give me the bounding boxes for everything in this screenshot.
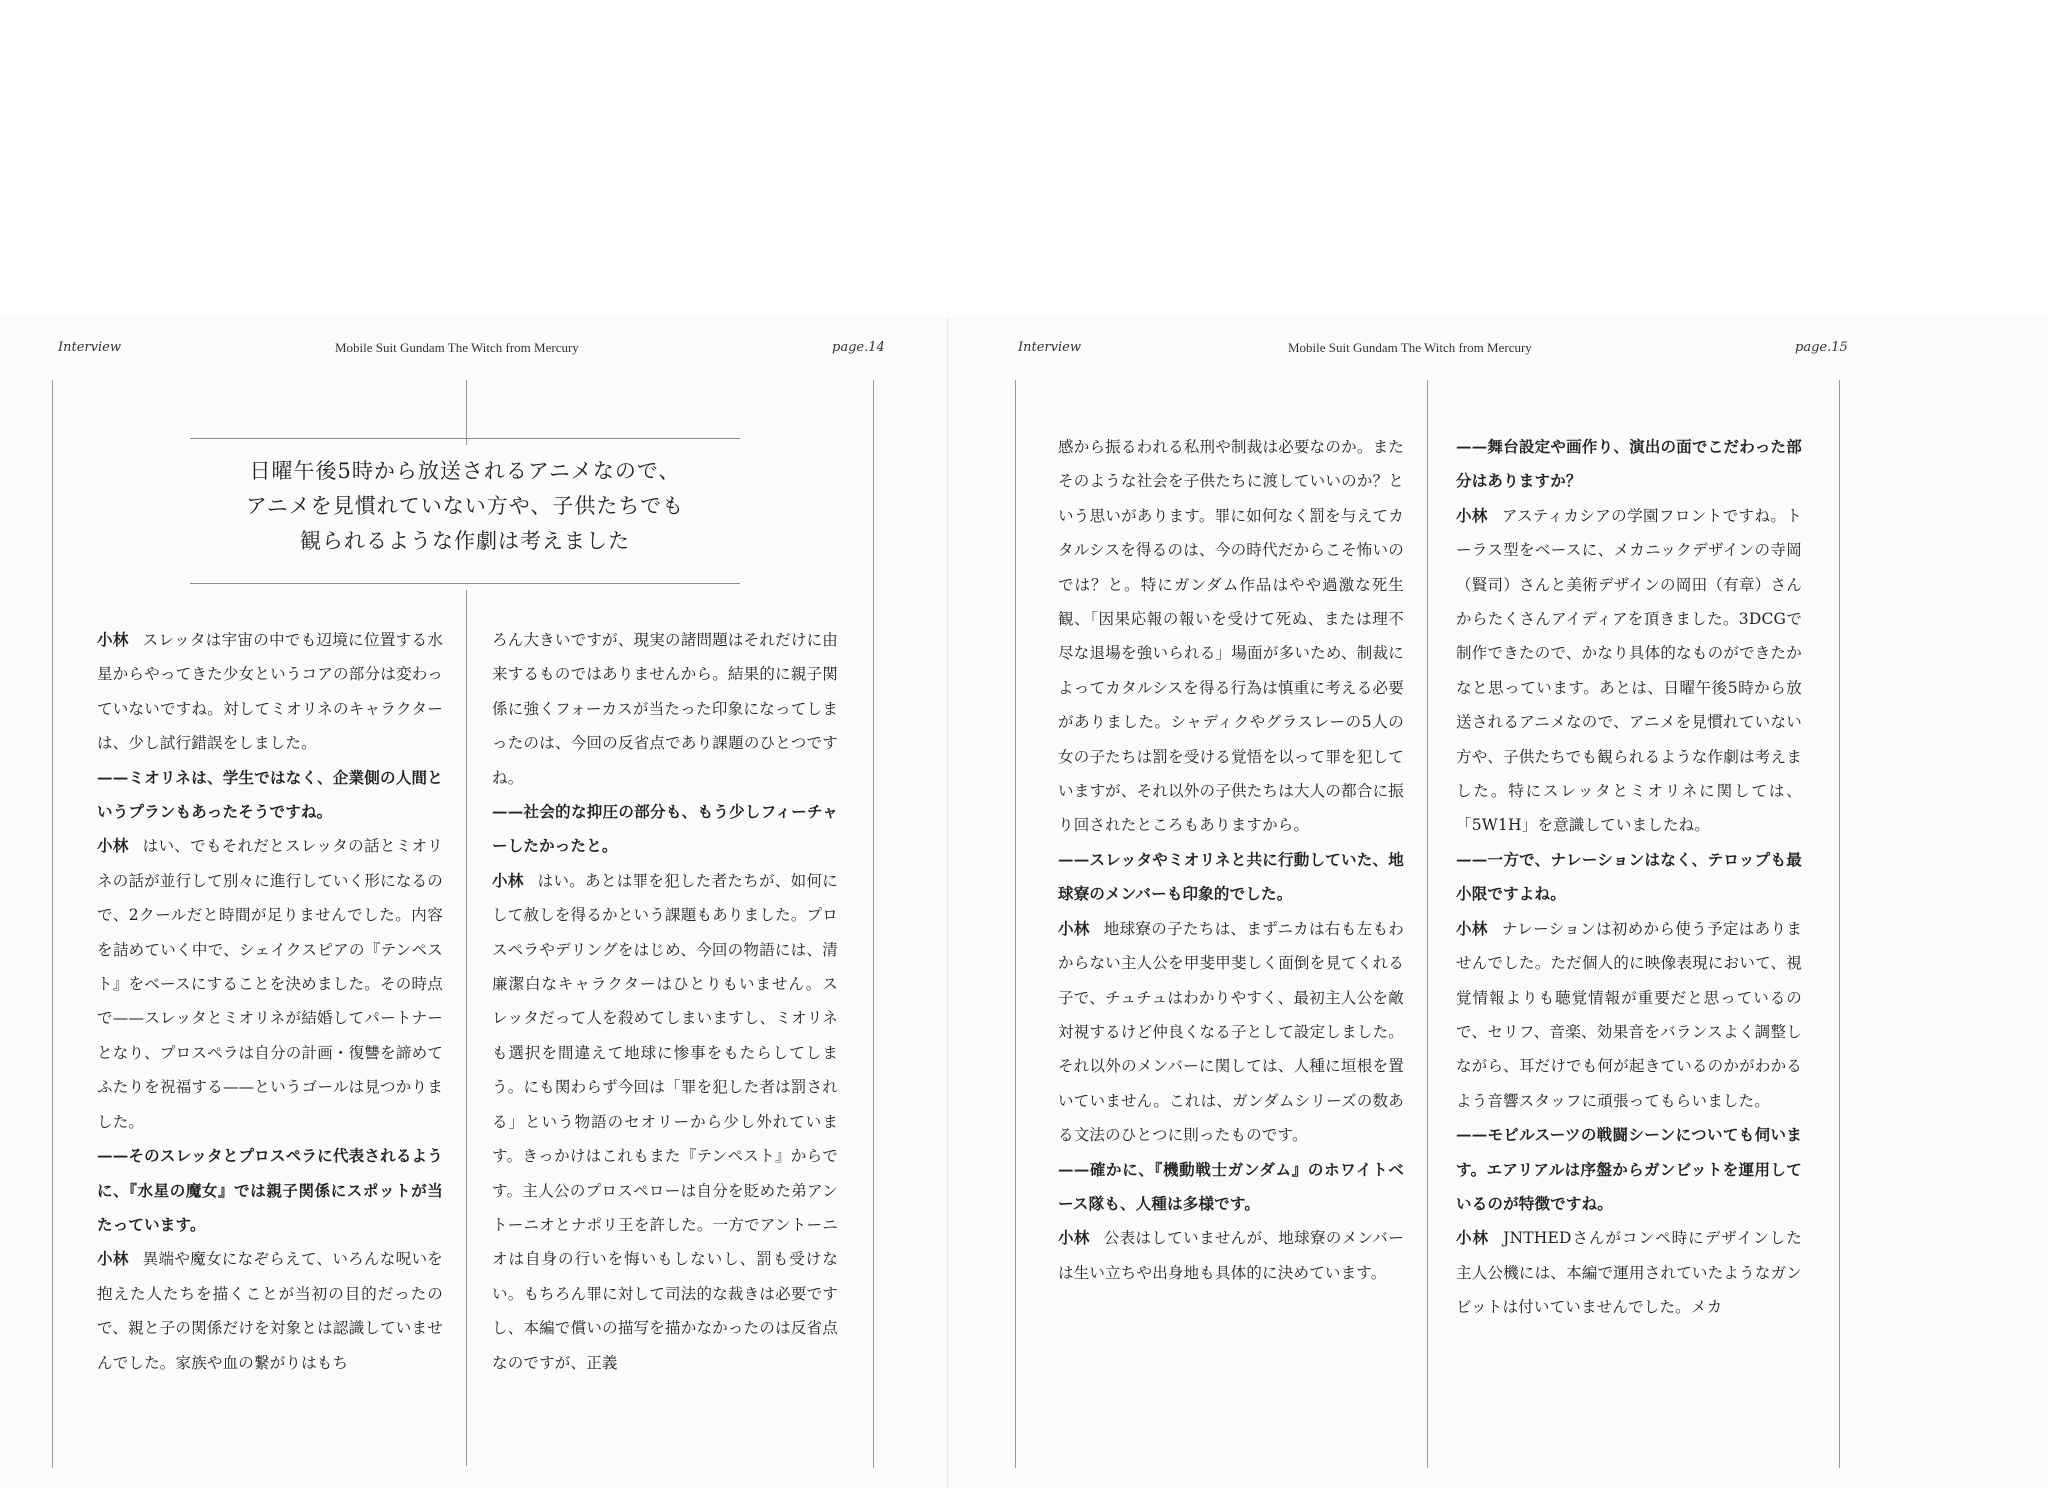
speaker-label: 小林 [1058,918,1090,938]
speaker-label: 小林 [97,630,129,649]
left-margin-rule [52,380,53,1468]
answer-paragraph [492,864,838,1380]
body-column-1 [1058,430,1404,1290]
center-rule [1427,380,1428,1468]
center-rule-bottom [466,590,467,1466]
question-paragraph: ——そのスレッタとプロスペラに代表されるように、『水星の魔女』では親子関係にスポットが当たっています。 [97,1146,443,1234]
pull-quote-line: アニメを見慣れていない方や、子供たちでも [245,494,685,518]
answer-paragraph [97,829,443,1139]
quote-rule-bottom [190,583,740,584]
speaker-label: 小林 [97,1249,129,1269]
quote-rule-top [190,438,740,439]
answer-text: 公表はしていませんが、地球寮のメンバーは生い立ちや出身地も具体的に決めています。 [1058,1229,1405,1282]
continued-paragraph: ろん大きいですが、現実の諸問題はそれだけに由来するものではありませんから。結果的に親子関係に強くフォーカスが当たった印象になってしまったのは、今回の反省点であり課題のひとつですね。 [492,631,838,787]
answer-paragraph [97,623,443,761]
speaker-label: 小林 [1058,1228,1090,1248]
pull-quote [190,454,740,559]
question-paragraph: ——ミオリネは、学生ではなく、企業側の人間というプランもあったそうですね。 [97,767,443,822]
question-paragraph: ——スレッタやミオリネと共に行動していた、地球寮のメンバーも印象的でした。 [1058,849,1404,904]
continued-paragraph: 感から振るわれる私刑や制裁は必要なのか。またそのような社会を子供たちに渡していいのか？という思いがあります。罪に如何なく罰を与えてカタルシスを得るのは、今の時代だからこそ怖いのでは？と。特にガンダム作品はやや過激な死生観、「因果応報の報いを受けて死ぬ、または理不尽な退場を強いられる」場面が多いため、制裁によってカタルシスを得る行為は慎重に考える必要がありました。シャディクやグラスレーの5人の女の子たちは罰を受ける覚悟を以って罪を犯していますが、それ以外の子供たちは大人の都合に振り回されたところもありますから。 [1058,438,1404,835]
header-title: Mobile Suit Gundam The Witch from Mercury [1288,340,1532,355]
answer-text: ナレーションは初めから使う予定はありませんでした。ただ個人的に映像表現において、視覚情報よりも聴覚情報が重要だと思っているので、セリフ、音楽、効果音をバランスよく調整しながら、耳だけでも何が起きているのかがわかるよう音響スタッフに頑張ってもらいました。 [1456,919,1803,1110]
speaker-label: 小林 [1456,505,1488,525]
pull-quote-line: 観られるような作劇は考えました [300,529,630,553]
left-page [0,318,948,1488]
header-page-number: page.15 [1795,340,1848,355]
speaker-label: 小林 [492,870,524,890]
answer-text: スレッタは宇宙の中でも辺境に位置する水星からやってきた少女というコアの部分は変わっていないですね。対してミオリネのキャラクターは、少し試行錯誤をしました。 [97,631,443,753]
body-column-2 [1456,430,1802,1325]
answer-paragraph [1058,912,1404,1153]
answer-text: 異端や魔女になぞらえて、いろんな呪いを抱えた人たちを描くことが当初の目的だったので、親と子の関係だけを対象とは認識していませんでした。家族や血の繋がりはもち [97,1250,443,1372]
header-page-number: page.14 [832,340,885,355]
speaker-label: 小林 [1456,1228,1490,1248]
body-column-2 [492,623,838,1380]
question-paragraph: ——舞台設定や画作り、演出の面でこだわった部分はありますか？ [1456,437,1802,491]
answer-paragraph [1456,912,1802,1118]
answer-text: アスティカシアの学園フロントですね。トーラス型をベースに、メカニックデザインの寺岡（賢司）さんと美術デザインの岡田（有章）さんからたくさんアイディアを頂きました。3DCGで制作できたので、かなり具体的なものができたかなと思っています。あとは、日曜午後5時から放送されるアニメなので、アニメを見慣れていない方や、子供たちでも観られるような作劇は考えました。特にスレッタとミオリネに関しては、「5W1H」を意識していましたね。 [1456,506,1802,835]
question-paragraph: ——確かに、『機動戦士ガンダム』のホワイトベース隊も、人種は多様です。 [1058,1159,1404,1213]
answer-text: はい、でもそれだとスレッタの話とミオリネの話が並行して別々に進行していく形になるので、2クールだと時間が足りませんでした。内容を詰めていく中で、シェイクスピアの『テンペスト』をベースにすることを決めました。その時点で——スレッタとミオリネが結婚してパートナーとなり、プロスペラは自分の計画・復讐を諦めてふたりを祝福する——というゴールは見つかりました。 [97,837,443,1131]
answer-text: はい。あとは罪を犯した者たちが、如何にして赦しを得るかという課題もありました。プロスペラやデリングをはじめ、今回の物語には、清廉潔白なキャラクターはひとりもいません。スレッタだって人を殺めてしまいますし、ミオリネも選択を間違えて地球に惨事をもたらしてしまう。にも関わらず今回は「罪を犯した者は罰される」という物語のセオリーから少し外れています。きっかけはこれもまた『テンペスト』からです。主人公のプロスペローは自分を貶めた弟アントーニオとナポリ王を許した。一方でアントーニオは自身の行いを悔いもしないし、罰も受けない。もちろん罪に対して司法的な裁きは必要ですし、本編で償いの描写を描かなかったのは反省点なのですが、正義 [492,871,838,1372]
right-page [948,318,2048,1488]
right-margin-rule [1839,380,1840,1468]
answer-paragraph [1456,499,1802,843]
body-column-1 [97,623,443,1380]
center-rule-top [466,380,467,445]
answer-text: JNTHEDさんがコンペ時にデザインした主人公機には、本編で運用されていたようなガンビットは付いていませんでした。メカ [1456,1229,1802,1317]
speaker-label: 小林 [1456,918,1488,938]
answer-paragraph [1058,1221,1404,1290]
right-margin-rule [873,380,874,1468]
answer-paragraph [1456,1221,1802,1324]
question-paragraph: ——一方で、ナレーションはなく、テロップも最小限ですよね。 [1456,849,1802,904]
pull-quote-line: 日曜午後5時から放送されるアニメなので、 [249,459,681,483]
header-section-label: Interview [1018,340,1081,355]
header-section-label: Interview [58,340,121,355]
left-margin-rule [1015,380,1016,1468]
answer-text: 地球寮の子たちは、まずニカは右も左もわからない主人公を甲斐甲斐しく面倒を見てくれる子で、チュチュはわかりやすく、最初主人公を敵対視するけど仲良くなる子として設定しました。それ以外のメンバーに関しては、人種に垣根を置いていません。これは、ガンダムシリーズの数ある文法のひとつに則ったものです。 [1058,919,1405,1145]
question-paragraph: ——モビルスーツの戦闘シーンについても伺います。エアリアルは序盤からガンビットを運用しているのが特徴ですね。 [1456,1125,1802,1213]
question-paragraph: ——社会的な抑圧の部分も、もう少しフィーチャーしたかったと。 [492,802,838,856]
answer-paragraph [97,1242,443,1380]
speaker-label: 小林 [97,836,129,856]
header-title: Mobile Suit Gundam The Witch from Mercury [335,340,579,355]
